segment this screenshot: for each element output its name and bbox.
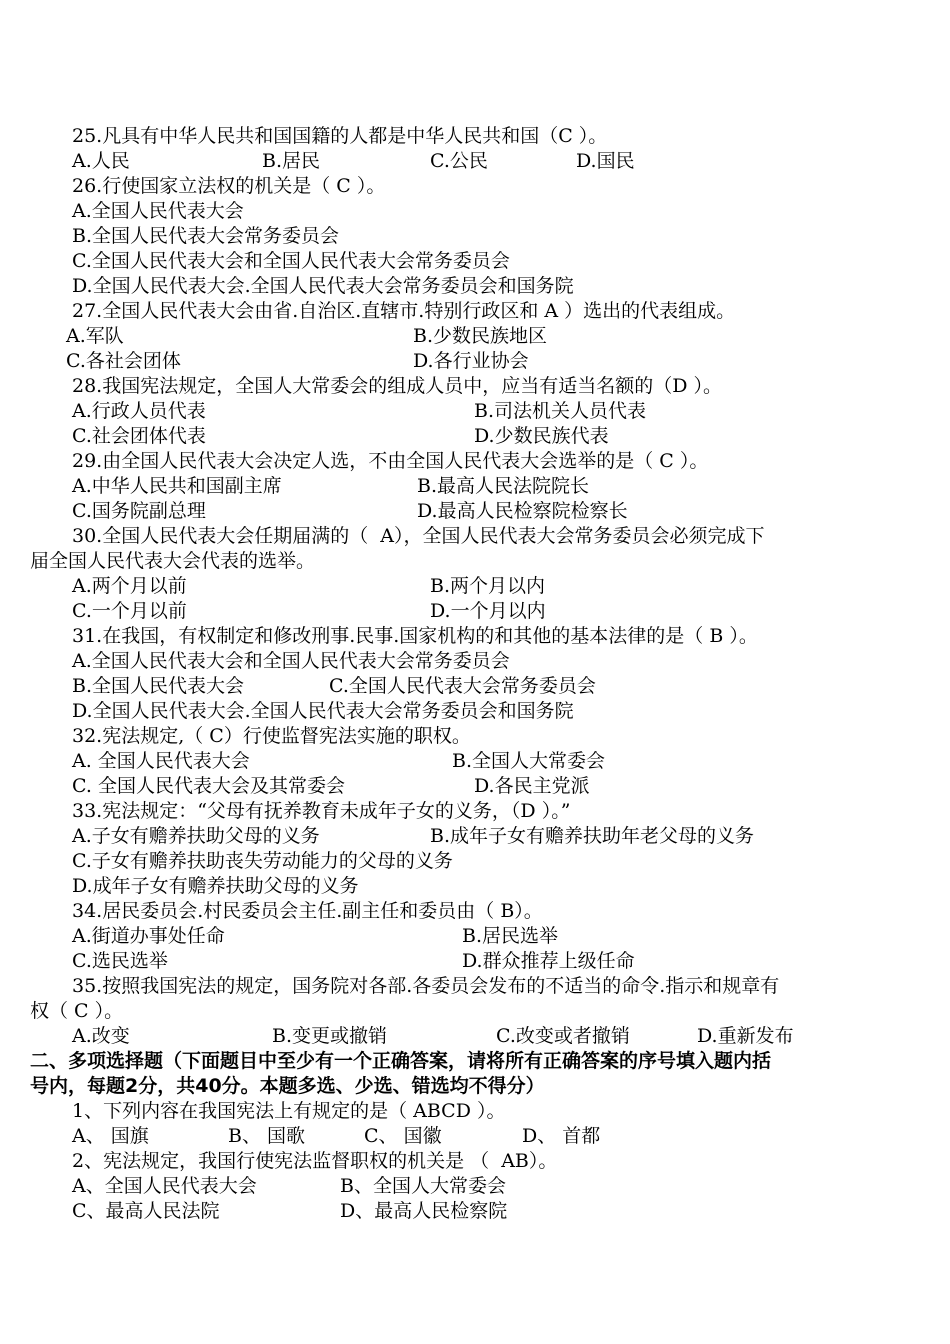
option-c: C.社会团体代表 [72, 425, 206, 447]
multi-question-1: 1、下列内容在我国宪法上有规定的是（ ABCD ）。 [72, 1100, 506, 1122]
section-heading-continued: 号内，每题2分，共40分。本题多选、少选、错选均不得分） [30, 1075, 545, 1097]
option-b: B.最高人民法院院长 [417, 475, 590, 497]
option-a: A.子女有赡养扶助父母的义务 [72, 825, 320, 847]
option-d: D.国民 [576, 150, 635, 172]
option-d: D、 首都 [522, 1125, 601, 1147]
option-d: D.全国人民代表大会.全国人民代表大会常务委员会和国务院 [72, 275, 574, 297]
option-a: A.军队 [66, 325, 124, 347]
option-b: B.居民 [262, 150, 321, 172]
option-c: C、 国徽 [364, 1125, 442, 1147]
option-a: A、全国人民代表大会 [72, 1175, 257, 1197]
option-a: A.两个月以前 [72, 575, 187, 597]
option-b: B.居民选举 [462, 925, 559, 947]
option-a: A.改变 [72, 1025, 130, 1047]
question-30-continued: 届全国人民代表大会代表的选举。 [30, 550, 316, 572]
option-b: B.两个月以内 [430, 575, 546, 597]
option-a: A.行政人员代表 [72, 400, 206, 422]
question-27: 27.全国人民代表大会由省.自治区.直辖市.特别行政区和 A ）选出的代表组成。 [72, 300, 736, 322]
option-b: B.变更或撤销 [272, 1025, 388, 1047]
option-d: D.各民主党派 [474, 775, 590, 797]
option-a: A、 国旗 [72, 1125, 149, 1147]
option-a: A.全国人民代表大会 [72, 200, 244, 222]
question-26: 26.行使国家立法权的机关是（ C ）。 [72, 175, 386, 197]
option-c: C.一个月以前 [72, 600, 187, 622]
option-c: C.改变或者撤销 [496, 1025, 630, 1047]
question-35: 35.按照我国宪法的规定，国务院对各部.各委员会发布的不适当的命令.指示和规章有 [72, 975, 780, 997]
option-d: D.各行业协会 [413, 350, 529, 372]
option-c: C.全国人民代表大会和全国人民代表大会常务委员会 [72, 250, 510, 272]
option-d: D.一个月以内 [430, 600, 546, 622]
option-a: A. 全国人民代表大会 [72, 750, 250, 772]
multi-question-2: 2、宪法规定，我国行使宪法监督职权的机关是 （ AB）。 [72, 1150, 558, 1172]
question-28: 28.我国宪法规定，全国人大常委会的组成人员中，应当有适当名额的（D ）。 [72, 375, 722, 397]
option-b: B、 国歌 [228, 1125, 306, 1147]
option-d: D、最高人民检察院 [340, 1200, 508, 1222]
option-a: A.全国人民代表大会和全国人民代表大会常务委员会 [72, 650, 510, 672]
option-d: D.最高人民检察院检察长 [417, 500, 628, 522]
option-c: C.选民选举 [72, 950, 168, 972]
option-c: C.公民 [430, 150, 488, 172]
option-a: A.人民 [72, 150, 130, 172]
question-35-continued: 权（ C ）。 [30, 1000, 124, 1022]
option-c: C.国务院副总理 [72, 500, 206, 522]
question-34: 34.居民委员会.村民委员会主任.副主任和委员由（ B）。 [72, 900, 543, 922]
section-heading: 二、多项选择题（下面题目中至少有一个正确答案，请将所有正确答案的序号填入题内括 [30, 1050, 772, 1072]
option-b: B.全国人民代表大会常务委员会 [72, 225, 340, 247]
option-b: B.成年子女有赡养扶助年老父母的义务 [430, 825, 755, 847]
option-d: D.群众推荐上级任命 [462, 950, 635, 972]
option-d: D.少数民族代表 [474, 425, 609, 447]
question-25: 25.凡具有中华人民共和国国籍的人都是中华人民共和国（C ）。 [72, 125, 608, 147]
option-c: C. 全国人民代表大会及其常委会 [72, 775, 345, 797]
question-31: 31.在我国，有权制定和修改刑事.民事.国家机构的和其他的基本法律的是（ B ）。 [72, 625, 758, 647]
option-b: B.少数民族地区 [413, 325, 548, 347]
option-c: C.各社会团体 [66, 350, 181, 372]
option-a: A.街道办事处任命 [72, 925, 225, 947]
option-c: C.子女有赡养扶助丧失劳动能力的父母的义务 [72, 850, 453, 872]
option-a: A.中华人民共和国副主席 [72, 475, 282, 497]
question-33: 33.宪法规定：“父母有抚养教育未成年子女的义务，（D ）。” [72, 800, 571, 822]
question-30: 30.全国人民代表大会任期届满的（ A），全国人民代表大会常务委员会必须完成下 [72, 525, 765, 547]
option-d: D.全国人民代表大会.全国人民代表大会常务委员会和国务院 [72, 700, 574, 722]
option-b: B、全国人大常委会 [340, 1175, 506, 1197]
option-d: D.成年子女有赡养扶助父母的义务 [72, 875, 359, 897]
question-29: 29.由全国人民代表大会决定人选，不由全国人民代表大会选举的是（ C ）。 [72, 450, 709, 472]
option-b: B.司法机关人员代表 [474, 400, 647, 422]
option-c: C.全国人民代表大会常务委员会 [329, 675, 596, 697]
question-32: 32.宪法规定,（ C）行使监督宪法实施的职权。 [72, 725, 471, 747]
option-d: D.重新发布 [697, 1025, 794, 1047]
option-b: B.全国人民代表大会 [72, 675, 245, 697]
option-c: C、最高人民法院 [72, 1200, 220, 1222]
option-b: B.全国人大常委会 [452, 750, 606, 772]
